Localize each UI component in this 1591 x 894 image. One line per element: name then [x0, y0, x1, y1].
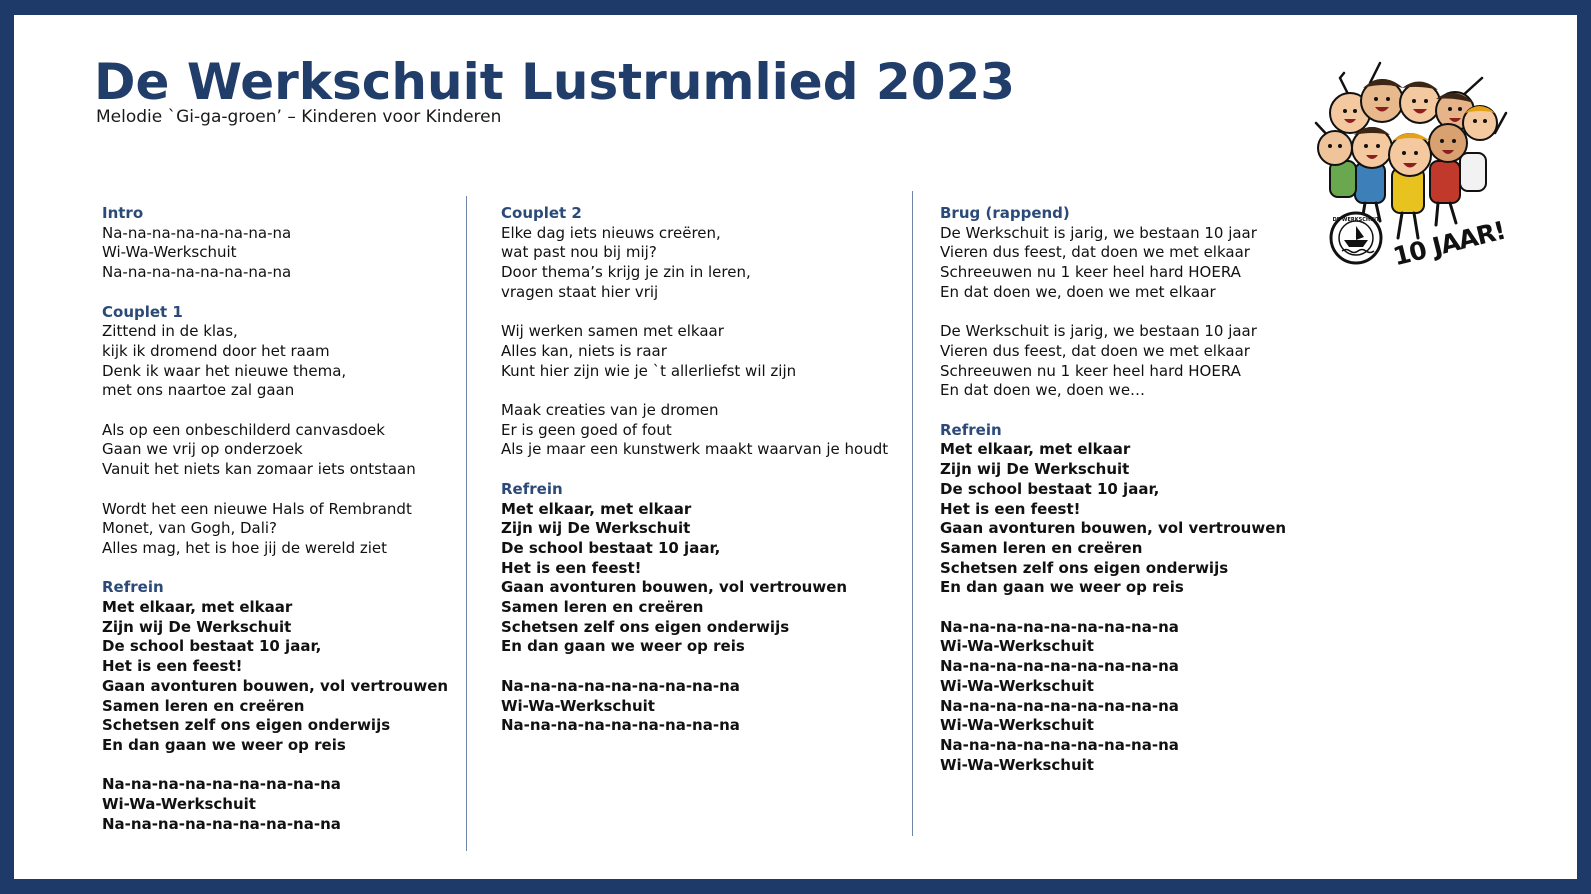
- column-divider: [912, 191, 913, 836]
- lyric-line: Na-na-na-na-na-na-na-na-na: [501, 676, 740, 695]
- lyric-line: En dat doen we, doen we…: [940, 381, 1146, 400]
- page-subtitle: Melodie `Gi-ga-groen’ – Kinderen voor Kinderen: [96, 107, 502, 127]
- lyric-line: Gaan avonturen bouwen, vol vertrouwen: [501, 578, 848, 597]
- lyric-line: Alles mag, het is hoe jij de wereld ziet: [102, 538, 388, 557]
- lyric-line: Schetsen zelf ons eigen onderwijs: [102, 716, 391, 735]
- lyric-line: Wi-Wa-Werkschuit: [501, 696, 655, 715]
- lyrics-column-3: [940, 204, 1286, 795]
- lyric-line: Het is een feest!: [501, 558, 642, 577]
- ten-year-logo: [1310, 43, 1510, 272]
- section-heading: Intro: [102, 204, 144, 222]
- lyric-line: Met elkaar, met elkaar: [501, 499, 692, 518]
- lyrics-column-2: [501, 204, 888, 756]
- lyrics-block: [501, 401, 888, 460]
- lyric-line: Na-na-na-na-na-na-na-na: [102, 223, 292, 242]
- lyric-line: Vanuit het niets kan zomaar iets ontstaan: [102, 460, 416, 479]
- lyric-line: Wi-Wa-Werkschuit: [102, 243, 237, 262]
- lyric-line: Samen leren en creëren: [501, 598, 704, 617]
- lyric-line: Denk ik waar het nieuwe thema,: [102, 361, 347, 380]
- lyric-line: wat past nou bij mij?: [501, 243, 657, 262]
- section-heading: Couplet 2: [501, 204, 582, 222]
- ten-year-caption: 10 JAAR!: [1390, 215, 1508, 272]
- lyric-line: Zijn wij De Werkschuit: [501, 519, 691, 538]
- lyric-line: Na-na-na-na-na-na-na-na-na: [102, 814, 341, 833]
- lyric-line: Zijn wij De Werkschuit: [940, 460, 1130, 479]
- lyric-line: Zittend in de klas,: [102, 322, 238, 341]
- lyric-line: Gaan avonturen bouwen, vol vertrouwen: [102, 676, 449, 695]
- lyric-line: Elke dag iets nieuws creëren,: [501, 223, 721, 242]
- lyric-line: Na-na-na-na-na-na-na-na: [102, 263, 292, 282]
- lyric-line: Gaan we vrij op onderzoek: [102, 440, 303, 459]
- lyric-line: Als je maar een kunstwerk maakt waarvan je houdt: [501, 440, 889, 459]
- lyrics-block: [102, 500, 448, 559]
- badge-text: DE WERKSCHUIT: [1332, 217, 1380, 223]
- lyric-line: Er is geen goed of fout: [501, 420, 672, 439]
- lyric-line: met ons naartoe zal gaan: [102, 381, 295, 400]
- lyrics-column-1: [102, 204, 448, 854]
- lyric-line: Zijn wij De Werkschuit: [102, 617, 292, 636]
- lyrics-block: [501, 204, 888, 303]
- lyrics-block: [102, 775, 448, 834]
- lyrics-block: [940, 421, 1286, 598]
- lyric-line: Na-na-na-na-na-na-na-na-na: [940, 696, 1179, 715]
- lyric-line: Kunt hier zijn wie je `t allerliefst wil zijn: [501, 361, 797, 380]
- lyric-line: Wij werken samen met elkaar: [501, 322, 724, 341]
- lyric-line: Wi-Wa-Werkschuit: [102, 795, 256, 814]
- lyric-line: Alles kan, niets is raar: [501, 341, 667, 360]
- lyric-line: Schetsen zelf ons eigen onderwijs: [940, 558, 1229, 577]
- lyric-line: Samen leren en creëren: [102, 696, 305, 715]
- lyric-line: Na-na-na-na-na-na-na-na-na: [940, 735, 1179, 754]
- lyric-line: Met elkaar, met elkaar: [102, 598, 293, 616]
- lyrics-sheet: [14, 15, 1577, 879]
- lyric-line: Wi-Wa-Werkschuit: [940, 755, 1094, 774]
- section-heading: Couplet 1: [102, 302, 183, 321]
- lyric-line: Schreeuwen nu 1 keer heel hard HOERA: [940, 361, 1241, 380]
- lyric-line: Wordt het een nieuwe Hals of Rembrandt: [102, 499, 412, 518]
- lyric-line: Schreeuwen nu 1 keer heel hard HOERA: [940, 263, 1241, 282]
- lyric-line: En dan gaan we weer op reis: [102, 735, 346, 754]
- section-heading: Refrein: [102, 578, 164, 597]
- boat-emblem-icon: [1328, 210, 1384, 266]
- lyrics-block: [102, 303, 448, 402]
- lyric-line: Als op een onbeschilderd canvasdoek: [102, 420, 385, 439]
- lyric-line: En dat doen we, doen we met elkaar: [940, 282, 1216, 301]
- lyric-line: Door thema’s krijg je zin in leren,: [501, 263, 751, 282]
- lyric-line: De Werkschuit is jarig, we bestaan 10 jaar: [940, 223, 1257, 242]
- section-heading: Refrein: [940, 420, 1002, 439]
- lyric-line: Na-na-na-na-na-na-na-na-na: [102, 775, 341, 794]
- lyrics-block: [102, 578, 448, 755]
- section-heading: Brug (rappend): [940, 204, 1070, 222]
- lyrics-block: [501, 322, 888, 381]
- lyric-line: De school bestaat 10 jaar,: [501, 538, 721, 557]
- lyric-line: Na-na-na-na-na-na-na-na-na: [940, 657, 1179, 676]
- lyric-line: Het is een feest!: [102, 657, 243, 676]
- page-title: De Werkschuit Lustrumlied 2023: [94, 53, 1016, 111]
- lyrics-block: [940, 204, 1286, 303]
- lyric-line: Maak creaties van je dromen: [501, 401, 719, 419]
- lyric-line: Schetsen zelf ons eigen onderwijs: [501, 617, 790, 636]
- lyrics-block: [102, 421, 448, 480]
- lyrics-block: [102, 204, 448, 283]
- lyrics-block: [501, 480, 888, 657]
- lyric-line: En dan gaan we weer op reis: [940, 578, 1184, 597]
- lyric-line: Vieren dus feest, dat doen we met elkaar: [940, 243, 1250, 262]
- lyric-line: Na-na-na-na-na-na-na-na-na: [940, 617, 1179, 636]
- lyric-line: De Werkschuit is jarig, we bestaan 10 jaar: [940, 322, 1257, 341]
- lyric-line: Met elkaar, met elkaar: [940, 440, 1131, 459]
- section-heading: Refrein: [501, 479, 563, 498]
- lyric-line: De school bestaat 10 jaar,: [940, 479, 1160, 498]
- lyric-line: Het is een feest!: [940, 499, 1081, 518]
- lyrics-block: [940, 322, 1286, 401]
- lyric-line: En dan gaan we weer op reis: [501, 637, 745, 656]
- lyric-line: Vieren dus feest, dat doen we met elkaar: [940, 341, 1250, 360]
- lyric-line: Wi-Wa-Werkschuit: [940, 676, 1094, 695]
- lyric-line: Gaan avonturen bouwen, vol vertrouwen: [940, 519, 1287, 538]
- column-divider: [466, 196, 467, 851]
- lyric-line: kijk ik dromend door het raam: [102, 341, 330, 360]
- lyric-line: Wi-Wa-Werkschuit: [940, 637, 1094, 656]
- lyric-line: De school bestaat 10 jaar,: [102, 637, 322, 656]
- lyric-line: vragen staat hier vrij: [501, 282, 659, 301]
- lyric-line: Na-na-na-na-na-na-na-na-na: [501, 716, 740, 735]
- lyric-line: Samen leren en creëren: [940, 538, 1143, 557]
- lyric-line: Monet, van Gogh, Dali?: [102, 519, 278, 538]
- lyrics-block: [940, 618, 1286, 776]
- lyrics-block: [501, 677, 888, 736]
- lyric-line: Wi-Wa-Werkschuit: [940, 716, 1094, 735]
